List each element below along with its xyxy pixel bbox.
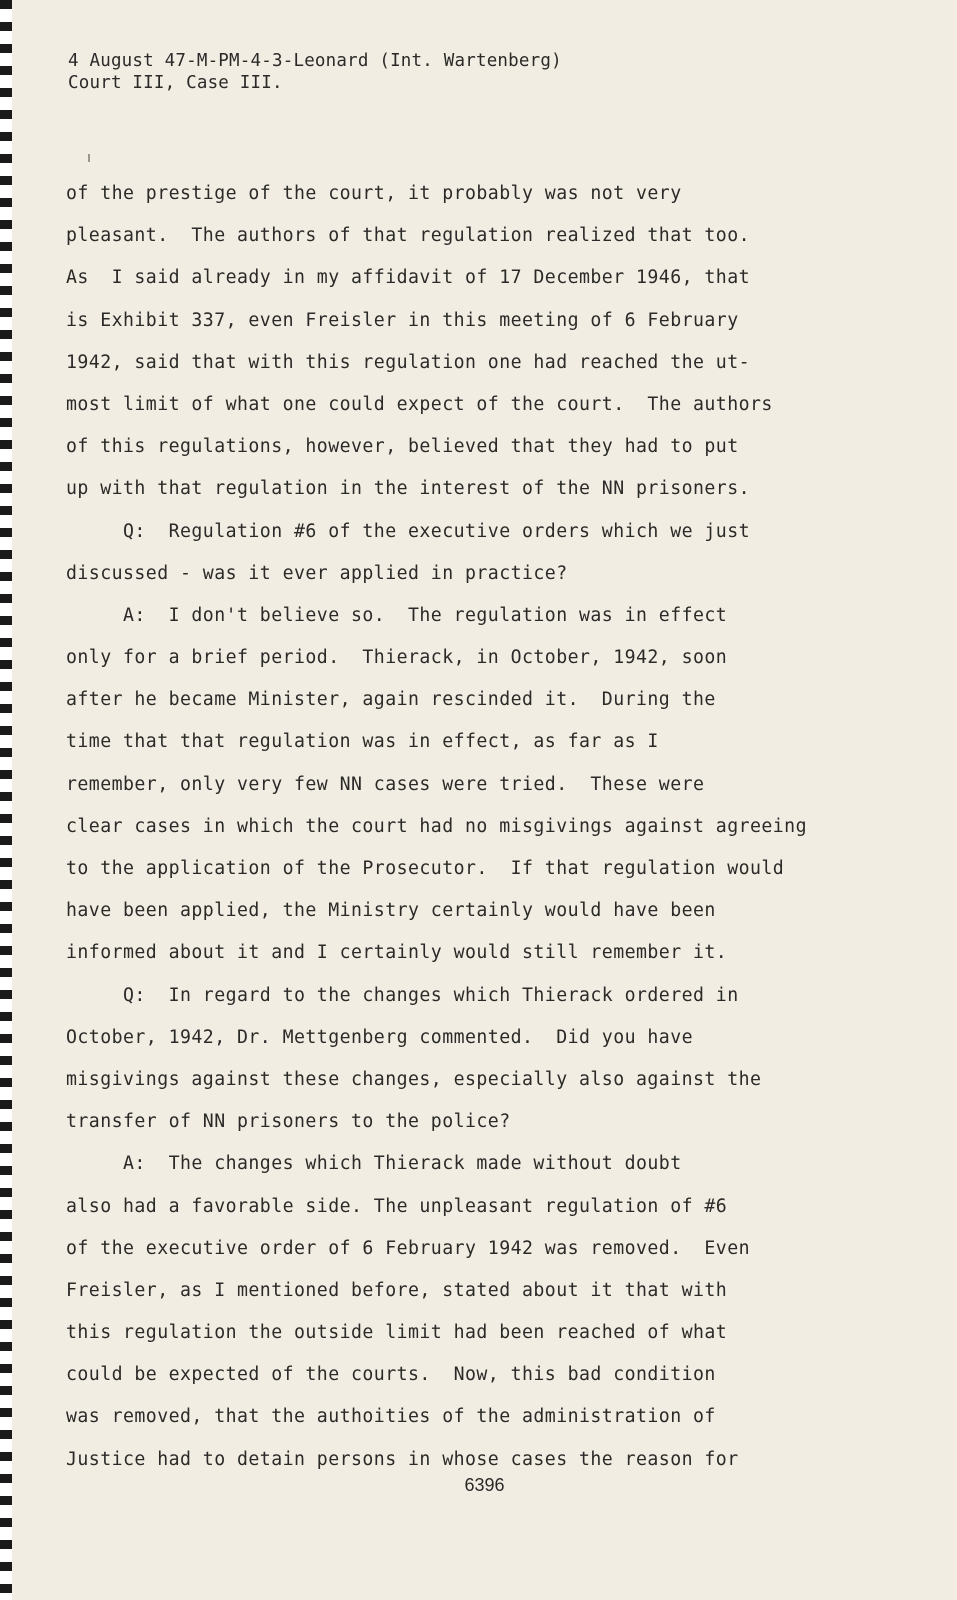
answer-line: A: I don't believe so. The regulation was in effect [66, 604, 728, 626]
text-line: only for a brief period. Thierack, in October, 1942, soon [66, 647, 728, 669]
scan-speck [88, 154, 90, 162]
text-line: remember, only very few NN cases were tried. These were [66, 773, 705, 795]
text-line: Justice had to detain persons in whose cases the reason for [66, 1448, 739, 1470]
text-line: of the executive order of 6 February 1942 was removed. Even [66, 1237, 750, 1259]
text-line: misgivings against these changes, especially also against the [66, 1068, 762, 1090]
text-line: have been applied, the Ministry certainly would have been [66, 900, 716, 922]
text-line: also had a favorable side. The unpleasant regulation of #6 [66, 1195, 728, 1217]
page-number: 6396 [464, 1475, 505, 1495]
text-line: this regulation the outside limit had been reached of what [66, 1322, 728, 1344]
question-line: Q: In regard to the changes which Thierack ordered in [66, 984, 739, 1006]
document-header [68, 50, 562, 94]
text-line: discussed - was it ever applied in practice? [66, 562, 568, 584]
text-line: after he became Minister, again rescinded it. During the [66, 689, 716, 711]
text-line: informed about it and I certainly would still remember it. [66, 942, 728, 964]
text-line: 1942, said that with this regulation one had reached the ut- [66, 351, 750, 373]
text-line: is Exhibit 337, even Freisler in this meeting of 6 February [66, 309, 739, 331]
text-line: to the application of the Prosecutor. If that regulation would [66, 858, 785, 879]
text-line: pleasant. The authors of that regulation realized that too. [66, 225, 750, 247]
text-line: was removed, that the authoities of the administration of [66, 1406, 716, 1428]
text-line: up with that regulation in the interest of the NN prisoners. [66, 478, 750, 500]
document-page [12, 0, 957, 1600]
text-line: clear cases in which the court had no misgivings against agreeing [66, 815, 807, 837]
text-line: Freisler, as I mentioned before, stated about it that with [66, 1279, 728, 1301]
text-line: transfer of NN prisoners to the police? [66, 1111, 511, 1133]
text-line: most limit of what one could expect of the court. The authors [66, 393, 773, 415]
transcript-body [66, 173, 926, 1481]
question-line: Q: Regulation #6 of the executive orders which we just [66, 520, 750, 542]
text-line: As I said already in my affidavit of 17 December 1946, that [66, 267, 750, 289]
header-line-2: Court III, Case III. [68, 73, 283, 93]
text-line: time that that regulation was in effect, as far as I [66, 731, 659, 753]
answer-line: A: The changes which Thierack made without doubt [66, 1153, 682, 1175]
text-line: could be expected of the courts. Now, this bad condition [66, 1364, 716, 1386]
text-line: October, 1942, Dr. Mettgenberg commented. Did you have [66, 1026, 693, 1048]
text-line: of this regulations, however, believed that they had to put [66, 436, 739, 458]
text-line: of the prestige of the court, it probably was not very [66, 183, 682, 204]
scan-edge-marks [0, 0, 12, 1600]
header-line-1: 4 August 47-M-PM-4-3-Leonard (Int. Wartenberg) [68, 51, 562, 71]
